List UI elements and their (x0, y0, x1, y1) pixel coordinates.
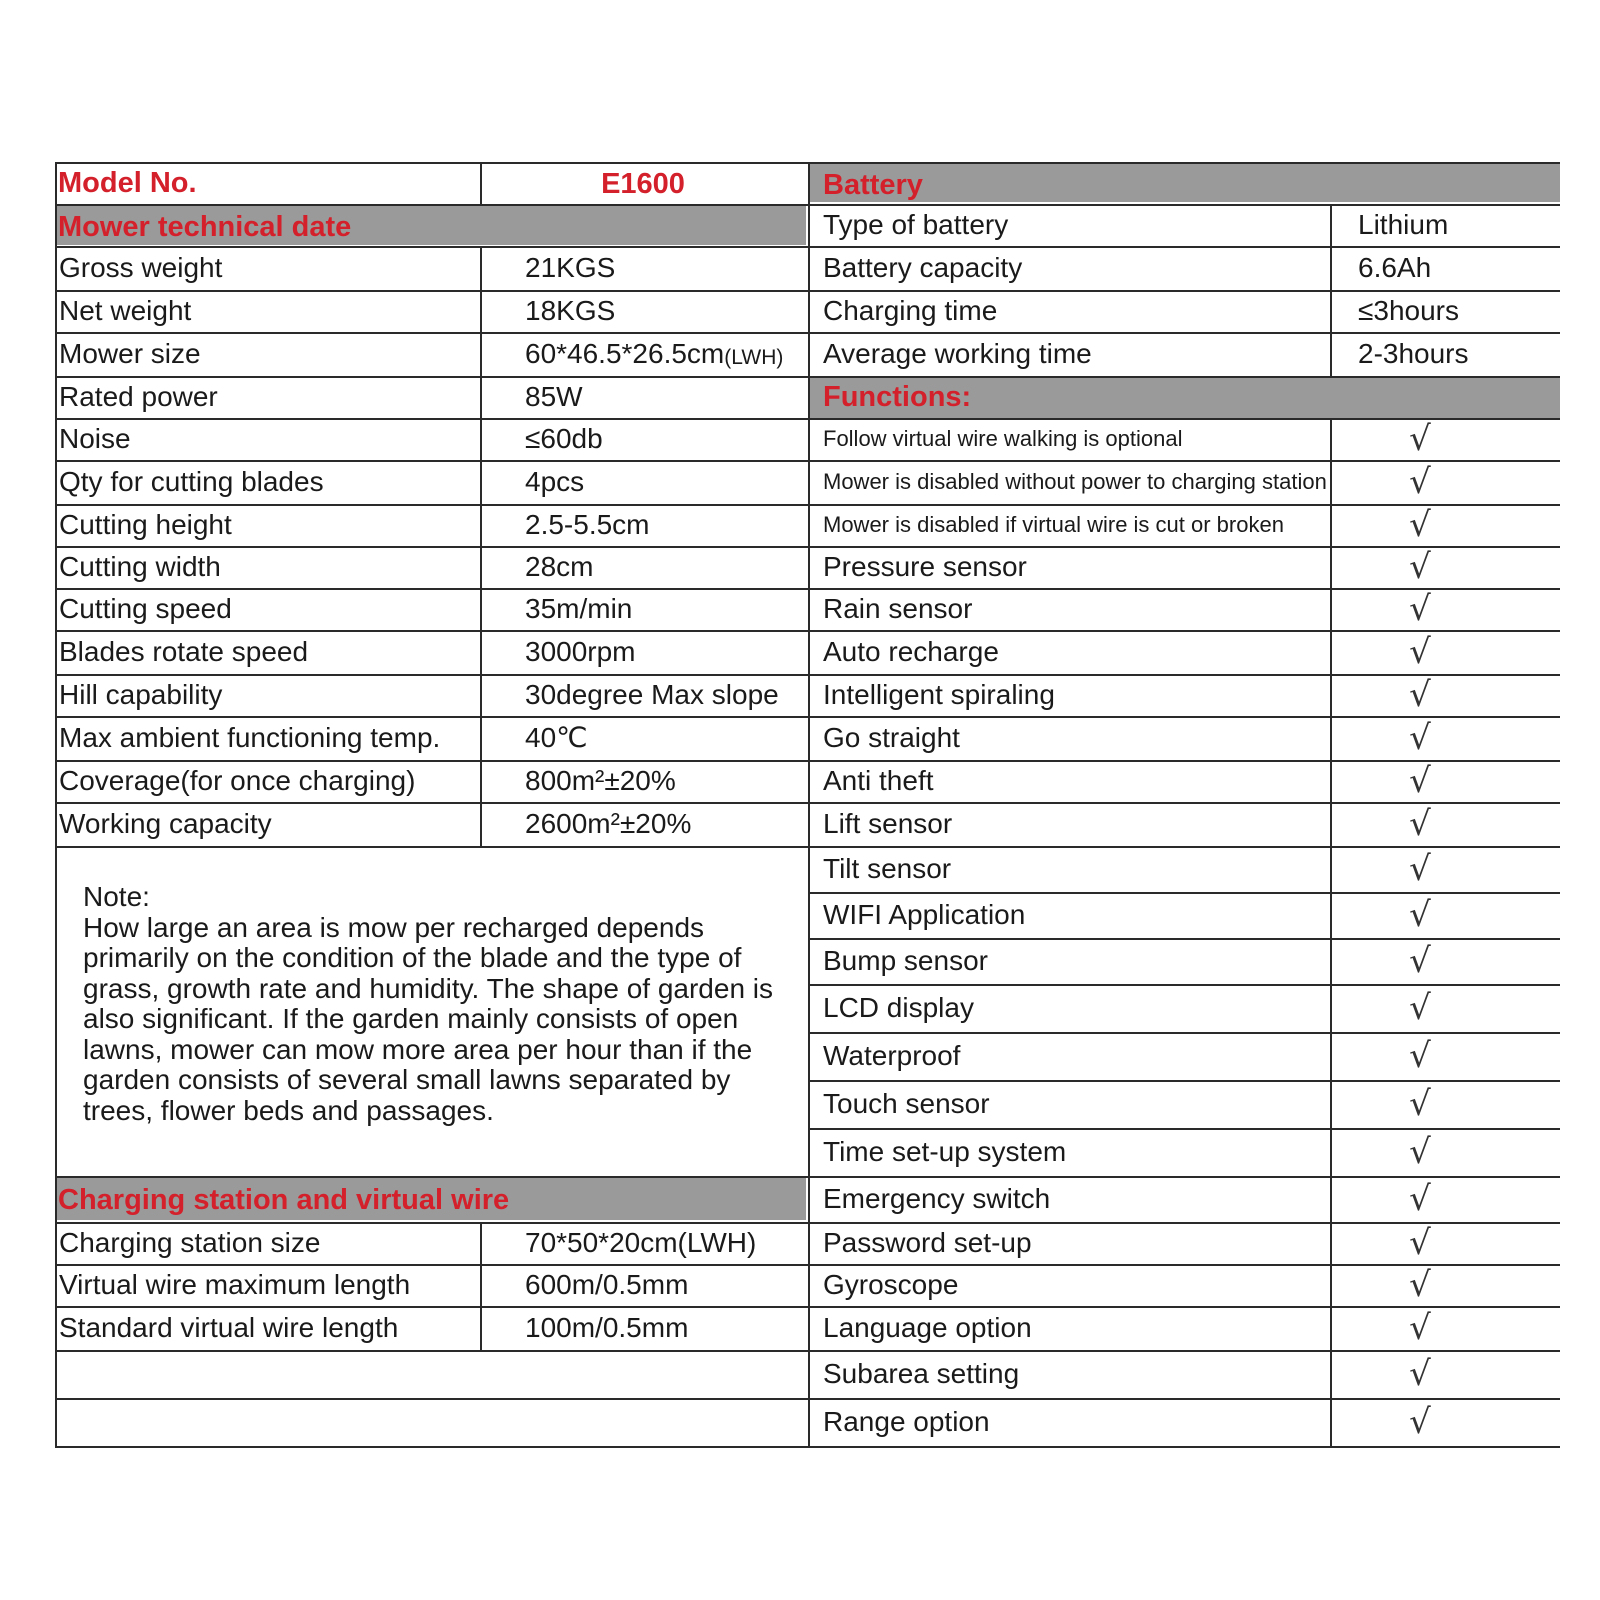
functions-title: Functions: (823, 380, 972, 413)
battery-spec-label: Charging time (823, 295, 998, 326)
check-mark-icon: √ (1409, 895, 1431, 935)
rule-vertical-left-mid (480, 1222, 482, 1350)
mower-spec-label: Blades rotate speed (59, 636, 309, 667)
mower-spec-label: Mower size (59, 338, 201, 369)
check-mark-icon: √ (1409, 547, 1431, 587)
mower-spec-value-text: 2600m²±20% (525, 808, 692, 839)
check-mark-icon: √ (1409, 988, 1431, 1028)
check-mark-icon: √ (1409, 849, 1431, 889)
mower-spec-value-text: 2.5-5.5cm (525, 509, 650, 540)
rule-left (55, 204, 808, 206)
check-mark-icon: √ (1409, 462, 1431, 502)
function-label: Tilt sensor (823, 853, 952, 884)
mower-spec-value-text: 21KGS (525, 252, 616, 283)
function-label: Gyroscope (823, 1269, 959, 1300)
model-value: E1600 (601, 167, 685, 200)
function-label: Mower is disabled if virtual wire is cut or broken (823, 512, 1284, 537)
check-mark-icon: √ (1409, 1308, 1431, 1348)
function-label: Subarea setting (823, 1358, 1020, 1389)
mower-spec-value-text: 30degree Max slope (525, 679, 779, 710)
mower-spec-value (525, 246, 615, 290)
check-mark-icon: √ (1409, 675, 1431, 715)
mower-spec-value (525, 290, 615, 332)
mower-spec-label: Qty for cutting blades (59, 466, 324, 497)
mower-spec-label: Gross weight (59, 252, 223, 283)
function-label: Emergency switch (823, 1183, 1051, 1214)
check-mark-icon: √ (1409, 1265, 1431, 1305)
check-mark-icon: √ (1409, 1132, 1431, 1172)
mower-spec-label: Net weight (59, 295, 192, 326)
mower-spec-label: Cutting speed (59, 593, 232, 624)
mower-spec-value (525, 588, 632, 630)
mower-spec-label: Noise (59, 423, 131, 454)
check-mark-icon: √ (1409, 804, 1431, 844)
rule-right (808, 1446, 1560, 1448)
battery-spec-value: 2-3hours (1358, 338, 1469, 369)
mower-spec-value-suffix: (LWH) (724, 345, 784, 369)
note-body: How large an area is mow per recharged depends primarily on the condition of the blade and the type of grass, growth rate and humidity. The shape of garden is also significant. If the garden mainly consists of open lawns, mower can mow more area per hour than if the garden consists of several small lawns separated by trees, flower beds and passages. (83, 911, 774, 1126)
mower-spec-value (525, 802, 691, 846)
function-label: Bump sensor (823, 945, 988, 976)
mower-spec-value-text: 35m/min (525, 593, 633, 624)
rule-vertical-center (808, 162, 810, 1446)
mower-spec-label: Hill capability (59, 679, 223, 710)
mower-spec-value (525, 332, 783, 376)
rule-vertical-right-mid (1330, 418, 1332, 1446)
mower-spec-value-text: 28cm (525, 551, 594, 582)
rule-left (55, 1350, 808, 1352)
mower-spec-value-text: 800m²±20% (525, 765, 676, 796)
mower-spec-value-text: 3000rpm (525, 636, 636, 667)
mower-spec-value (525, 674, 779, 716)
rule-vertical-right-mid (1330, 204, 1332, 376)
function-label: Range option (823, 1406, 990, 1437)
rule-left (55, 846, 808, 848)
function-label: Follow virtual wire walking is optional (823, 426, 1183, 451)
function-label: Lift sensor (823, 808, 953, 839)
mower-spec-value (525, 716, 588, 760)
check-mark-icon: √ (1409, 1223, 1431, 1263)
function-label: Password set-up (823, 1227, 1032, 1258)
rule-left (55, 162, 808, 164)
check-mark-icon: √ (1409, 718, 1431, 758)
check-mark-icon: √ (1409, 419, 1431, 459)
rule-vertical-left-mid (480, 246, 482, 846)
function-label: Intelligent spiraling (823, 679, 1055, 710)
function-label: LCD display (823, 992, 974, 1023)
mower-spec-value-text: 4pcs (525, 466, 585, 497)
function-label: Mower is disabled without power to charging station (823, 469, 1327, 494)
rule-left (55, 1446, 808, 1448)
mower-spec-value-text: 18KGS (525, 295, 616, 326)
function-label: WIFI Application (823, 899, 1026, 930)
check-mark-icon: √ (1409, 1354, 1431, 1394)
mower-spec-value-text: 40℃ (525, 722, 588, 753)
note-title: Note: (83, 881, 150, 912)
model-label: Model No. (58, 166, 197, 199)
charging-spec-label: Charging station size (59, 1227, 321, 1258)
rule-vertical-left-edge (55, 162, 57, 1446)
function-label: Touch sensor (823, 1088, 990, 1119)
function-label: Anti theft (823, 765, 934, 796)
mower-spec-label: Coverage(for once charging) (59, 765, 416, 796)
battery-spec-label: Battery capacity (823, 252, 1023, 283)
function-label: Rain sensor (823, 593, 973, 624)
check-mark-icon: √ (1409, 941, 1431, 981)
note-block (83, 882, 803, 1126)
battery-spec-value: ≤3hours (1358, 295, 1459, 326)
rule-left (55, 1176, 808, 1178)
mower-spec-label: Working capacity (59, 808, 272, 839)
battery-spec-label: Type of battery (823, 209, 1009, 240)
mower-spec-label: Cutting height (59, 509, 232, 540)
mower-spec-value (525, 504, 650, 546)
function-label: Time set-up system (823, 1136, 1067, 1167)
function-label: Auto recharge (823, 636, 999, 667)
mower-spec-value (525, 630, 636, 674)
charging-title: Charging station and virtual wire (58, 1183, 510, 1216)
rule-vertical-left-mid (480, 162, 482, 206)
mower-spec-label: Max ambient functioning temp. (59, 722, 441, 753)
mower-spec-value (525, 760, 676, 802)
mower-spec-value-text: 60*46.5*26.5cm (525, 338, 725, 369)
function-label: Waterproof (823, 1040, 961, 1071)
mower-spec-label: Cutting width (59, 551, 221, 582)
check-mark-icon: √ (1409, 632, 1431, 672)
function-label: Pressure sensor (823, 551, 1027, 582)
mower-spec-value (525, 460, 584, 504)
check-mark-icon: √ (1409, 1036, 1431, 1076)
check-mark-icon: √ (1409, 589, 1431, 629)
mower-spec-value (525, 546, 593, 588)
check-mark-icon: √ (1409, 1179, 1431, 1219)
rule-left (55, 418, 808, 420)
function-label: Language option (823, 1312, 1032, 1343)
battery-spec-label: Average working time (823, 338, 1092, 369)
mower-spec-value (525, 418, 603, 460)
rule-left (55, 1398, 808, 1400)
charging-spec-value: 70*50*20cm(LWH) (525, 1227, 757, 1258)
mower-title: Mower technical date (58, 210, 352, 243)
rule-right (808, 162, 1560, 164)
function-label: Go straight (823, 722, 960, 753)
battery-spec-value: Lithium (1358, 209, 1449, 240)
charging-spec-value: 600m/0.5mm (525, 1269, 689, 1300)
battery-spec-value: 6.6Ah (1358, 252, 1432, 283)
charging-spec-label: Virtual wire maximum length (59, 1269, 411, 1300)
check-mark-icon: √ (1409, 1402, 1431, 1442)
mower-spec-value (525, 376, 583, 418)
check-mark-icon: √ (1409, 761, 1431, 801)
mower-spec-value-text: ≤60db (525, 423, 603, 454)
check-mark-icon: √ (1409, 505, 1431, 545)
rule-right (808, 376, 1560, 378)
charging-spec-value: 100m/0.5mm (525, 1312, 689, 1343)
mower-spec-value-text: 85W (525, 381, 583, 412)
mower-spec-label: Rated power (59, 381, 218, 412)
check-mark-icon: √ (1409, 1084, 1431, 1124)
battery-title: Battery (823, 168, 923, 201)
charging-spec-label: Standard virtual wire length (59, 1312, 399, 1343)
